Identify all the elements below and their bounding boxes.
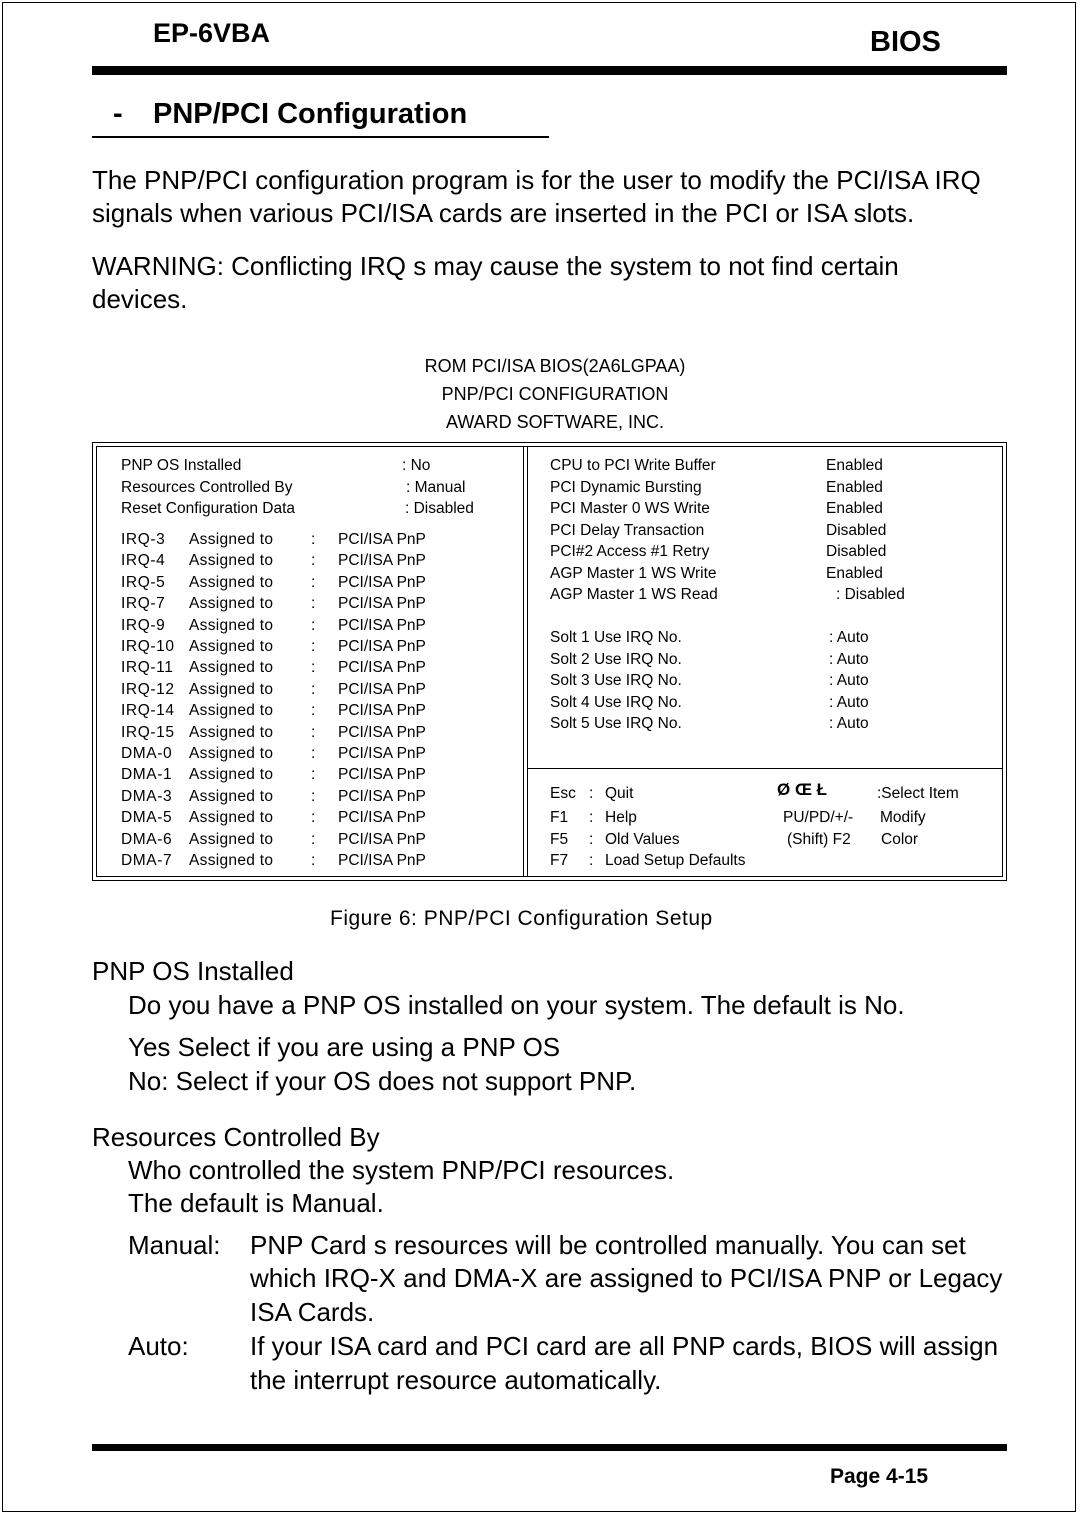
irq-row-assigned: Assigned to — [189, 573, 274, 591]
intro-line-1: The PNP/PCI configuration program is for the user to modify the PCI/ISA IRQ — [92, 165, 981, 195]
irq-row-value[interactable]: PCI/ISA PnP — [338, 766, 426, 784]
irq-row-sep: : — [311, 809, 316, 827]
irq-row-name: IRQ-7 — [121, 595, 166, 613]
auto-label: Auto: — [128, 1331, 189, 1361]
slot-irq-value[interactable]: : Auto — [829, 629, 869, 646]
key-shift-f2: (Shift) F2 — [787, 831, 851, 848]
slot-irq-label: Solt 5 Use IRQ No. — [550, 715, 682, 732]
setting-value[interactable]: : No — [402, 457, 431, 474]
key-quit-action: Quit — [605, 785, 634, 802]
irq-row-assigned: Assigned to — [189, 702, 274, 720]
column-divider — [523, 446, 524, 877]
key-sep: : — [589, 785, 594, 802]
footer-rule — [92, 1444, 1007, 1451]
irq-row-name: IRQ-12 — [121, 680, 175, 698]
irq-row-assigned: Assigned to — [189, 745, 274, 762]
chipset-setting-label: AGP Master 1 WS Write — [550, 564, 717, 582]
header-rule — [92, 66, 1007, 75]
irq-row-name: IRQ-3 — [121, 531, 166, 548]
slot-irq-value[interactable]: : Auto — [829, 650, 869, 668]
irq-row-value[interactable]: PCI/ISA PnP — [338, 595, 426, 613]
setting-label: PNP OS Installed — [121, 457, 242, 474]
irq-row-value[interactable]: PCI/ISA PnP — [338, 659, 426, 677]
page-number: Page 4-15 — [830, 1465, 929, 1488]
irq-row-sep: : — [311, 766, 316, 784]
manual-label: Manual: — [128, 1230, 221, 1260]
irq-row-sep: : — [311, 531, 316, 548]
irq-row-sep: : — [311, 595, 316, 613]
bios-header-line-1: ROM PCI/ISA BIOS(2A6LGPAA) — [424, 356, 686, 376]
slot-irq-value[interactable]: : Auto — [829, 693, 869, 711]
irq-row-assigned: Assigned to — [189, 659, 274, 677]
irq-row-sep: : — [311, 616, 316, 634]
setting-label: Reset Configuration Data — [121, 500, 296, 517]
manual-desc-3: ISA Cards. — [250, 1297, 375, 1327]
chipset-setting-label: AGP Master 1 WS Read — [550, 586, 718, 603]
key-pupd: PU/PD/+/- — [783, 809, 854, 826]
modify-action: Modify — [880, 809, 926, 826]
irq-row-sep: : — [311, 723, 316, 741]
slot-irq-value[interactable]: : Auto — [829, 672, 869, 689]
key-sep: : — [589, 809, 594, 826]
warning-line-1: WARNING: Conflicting IRQ s may cause the system to not find certain — [92, 251, 899, 281]
intro-line-2: signals when various PCI/ISA cards are inserted in the PCI or ISA slots. — [92, 198, 915, 228]
irq-row-value[interactable]: PCI/ISA PnP — [338, 573, 426, 591]
irq-row-value[interactable]: PCI/ISA PnP — [338, 638, 426, 655]
chipset-setting-label: PCI#2 Access #1 Retry — [550, 543, 710, 560]
irq-row-assigned: Assigned to — [189, 552, 274, 570]
irq-row-value[interactable]: PCI/ISA PnP — [338, 830, 426, 848]
key-esc: Esc — [550, 785, 576, 802]
warning-line-2: devices. — [92, 284, 188, 314]
irq-row-sep: : — [311, 852, 316, 869]
irq-row-sep: : — [311, 680, 316, 698]
chipset-setting-value[interactable]: Enabled — [826, 457, 883, 474]
chipset-setting-value[interactable]: Disabled — [826, 543, 887, 560]
irq-row-sep: : — [311, 702, 316, 720]
irq-row-name: IRQ-14 — [121, 702, 175, 720]
key-f7: F7 — [550, 852, 569, 869]
key-f1: F1 — [550, 809, 569, 826]
pnp-os-no: No: Select if your OS does not support PNP. — [128, 1066, 637, 1096]
irq-row-value[interactable]: PCI/ISA PnP — [338, 552, 426, 570]
color-action: Color — [881, 831, 919, 848]
irq-row-value[interactable]: PCI/ISA PnP — [338, 745, 426, 762]
slot-irq-label: Solt 2 Use IRQ No. — [550, 650, 682, 668]
irq-row-name: DMA-1 — [121, 766, 173, 784]
irq-row-name: DMA-5 — [121, 809, 173, 827]
section-title-underline — [92, 136, 549, 138]
irq-row-assigned: Assigned to — [189, 616, 274, 634]
resources-desc-2: The default is Manual. — [128, 1188, 384, 1218]
irq-row-name: DMA-7 — [121, 852, 173, 869]
select-item-action: :Select Item — [877, 785, 959, 802]
bios-header-line-3: AWARD SOFTWARE, INC. — [446, 412, 664, 432]
irq-row-name: IRQ-10 — [121, 638, 175, 655]
irq-row-name: IRQ-15 — [121, 723, 175, 741]
pnp-os-heading: PNP OS Installed — [92, 956, 294, 986]
irq-row-sep: : — [311, 638, 316, 655]
irq-row-assigned: Assigned to — [189, 852, 274, 869]
irq-row-value[interactable]: PCI/ISA PnP — [338, 787, 426, 805]
auto-desc-2: the interrupt resource automatically. — [250, 1365, 662, 1395]
chipset-setting-label: CPU to PCI Write Buffer — [550, 457, 716, 474]
irq-row-name: DMA-0 — [121, 745, 173, 762]
irq-row-sep: : — [311, 659, 316, 677]
irq-row-value[interactable]: PCI/ISA PnP — [338, 616, 426, 634]
chipset-setting-label: PCI Master 0 WS Write — [550, 500, 710, 517]
irq-row-value[interactable]: PCI/ISA PnP — [338, 809, 426, 827]
irq-row-value[interactable]: PCI/ISA PnP — [338, 531, 426, 548]
chipset-setting-value[interactable]: Enabled — [826, 564, 883, 582]
old-values-action: Old Values — [605, 831, 680, 848]
key-sep: : — [589, 831, 594, 848]
slot-irq-label: Solt 3 Use IRQ No. — [550, 672, 682, 689]
chipset-setting-value[interactable]: Enabled — [826, 500, 883, 517]
section-name: BIOS — [870, 26, 941, 58]
irq-row-name: IRQ-9 — [121, 616, 166, 634]
irq-row-name: IRQ-4 — [121, 552, 166, 570]
help-divider — [528, 768, 1003, 769]
chipset-setting-value[interactable]: Enabled — [826, 478, 883, 496]
irq-row-assigned: Assigned to — [189, 766, 274, 784]
irq-row-assigned: Assigned to — [189, 638, 274, 655]
irq-row-assigned: Assigned to — [189, 680, 274, 698]
slot-irq-label: Solt 1 Use IRQ No. — [550, 629, 682, 646]
irq-row-sep: : — [311, 552, 316, 570]
key-sep: : — [589, 852, 594, 869]
bios-header-line-2: PNP/PCI CONFIGURATION — [441, 384, 669, 404]
chipset-setting-value[interactable]: : Disabled — [836, 586, 905, 603]
auto-desc-1: If your ISA card and PCI card are all PNP cards, BIOS will assign — [250, 1331, 999, 1361]
arrow-keys-icon: Ø Œ Ł — [777, 780, 828, 799]
irq-row-assigned: Assigned to — [189, 830, 274, 848]
figure-caption: Figure 6: PNP/PCI Configuration Setup — [330, 907, 713, 930]
key-help-action: Help — [605, 809, 637, 826]
irq-row-assigned: Assigned to — [189, 723, 274, 741]
irq-row-value[interactable]: PCI/ISA PnP — [338, 702, 426, 720]
irq-row-assigned: Assigned to — [189, 531, 274, 548]
irq-row-sep: : — [311, 830, 316, 848]
model-name: EP-6VBA — [153, 18, 271, 48]
pnp-os-description: Do you have a PNP OS installed on your system. The default is No. — [128, 990, 905, 1020]
section-dash: - — [113, 98, 123, 130]
irq-row-value[interactable]: PCI/ISA PnP — [338, 852, 426, 869]
irq-row-name: IRQ-11 — [121, 659, 174, 677]
chipset-setting-value[interactable]: Disabled — [826, 521, 887, 539]
slot-irq-value[interactable]: : Auto — [829, 715, 869, 732]
irq-row-sep: : — [311, 573, 316, 591]
column-divider-inner — [527, 446, 528, 877]
pnp-os-yes: Yes Select if you are using a PNP OS — [128, 1032, 561, 1062]
section-title — [113, 98, 467, 131]
load-defaults-action: Load Setup Defaults — [605, 852, 746, 869]
irq-row-sep: : — [311, 745, 316, 762]
chipset-setting-label: PCI Delay Transaction — [550, 521, 705, 539]
irq-row-assigned: Assigned to — [189, 809, 274, 827]
manual-desc-1: PNP Card s resources will be controlled manually. You can set — [250, 1230, 966, 1260]
irq-row-assigned: Assigned to — [189, 787, 274, 805]
irq-row-value[interactable]: PCI/ISA PnP — [338, 723, 426, 741]
setting-value[interactable]: : Manual — [406, 479, 466, 496]
setting-label: Resources Controlled By — [121, 479, 293, 496]
key-f5: F5 — [550, 831, 569, 848]
irq-row-value[interactable]: PCI/ISA PnP — [338, 680, 426, 698]
setting-value[interactable]: : Disabled — [405, 500, 474, 517]
resources-desc-1: Who controlled the system PNP/PCI resources. — [128, 1155, 675, 1185]
section-title-text: PNP/PCI Configuration — [153, 98, 468, 130]
irq-row-name: DMA-3 — [121, 787, 173, 805]
irq-row-sep: : — [311, 787, 316, 805]
resources-heading: Resources Controlled By — [92, 1122, 380, 1152]
chipset-setting-label: PCI Dynamic Bursting — [550, 478, 702, 496]
manual-desc-2: which IRQ-X and DMA-X are assigned to PCI/ISA PNP or Legacy — [250, 1263, 1003, 1293]
irq-row-name: DMA-6 — [121, 830, 173, 848]
irq-row-name: IRQ-5 — [121, 573, 166, 591]
irq-row-assigned: Assigned to — [189, 595, 274, 613]
slot-irq-label: Solt 4 Use IRQ No. — [550, 693, 682, 711]
